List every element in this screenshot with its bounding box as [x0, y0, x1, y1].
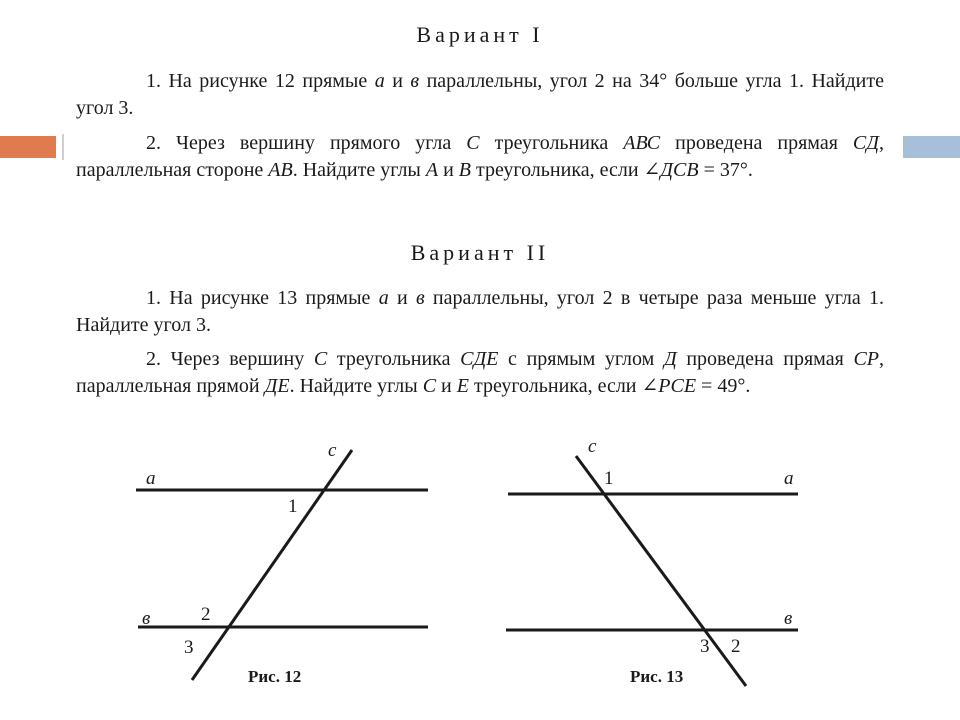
math-symbol: В [458, 159, 471, 181]
fig12-label-b: в [142, 608, 151, 629]
fig13-angle-2: 2 [731, 636, 741, 657]
problem-text: , параллельная прямой [76, 348, 884, 397]
math-symbol: а [378, 287, 389, 309]
math-symbol: АВ [268, 159, 293, 181]
fig12-angle-3: 3 [184, 637, 194, 658]
fig13-label-b: в [784, 608, 793, 629]
problem-text: проведена прямая [676, 348, 854, 370]
math-symbol: СДЕ [460, 348, 499, 370]
fig13-line-c [576, 456, 746, 686]
math-symbol: в [415, 287, 425, 309]
problem-text: = 49°. [696, 375, 751, 397]
fig13-label-c: с [588, 436, 597, 457]
figures-area [0, 430, 960, 720]
math-symbol: ∠ДСВ [643, 159, 699, 181]
variant-1-heading: Вариант I [416, 22, 544, 47]
math-symbol: Д [663, 348, 677, 370]
problem-text: , параллельная стороне [76, 132, 884, 181]
variant-2-problem-2 [76, 346, 884, 400]
problem-text: и [388, 287, 416, 309]
variant-2-problem-1 [76, 285, 884, 339]
fig12-label-c: с [328, 440, 337, 461]
divider-tick [62, 134, 64, 160]
problem-text: 2. Через вершину прямого угла [146, 132, 467, 154]
fig12-angle-1: 1 [288, 496, 298, 517]
problem-text: треугольника, если [468, 375, 642, 397]
fig13-angle-1: 1 [604, 468, 614, 489]
math-symbol: в [410, 70, 420, 92]
figure-13 [506, 456, 798, 686]
problem-text: треугольника [479, 132, 624, 154]
problem-text: параллельны, угол 2 на 34° больше угла 1. Найдите угол 3. [76, 70, 885, 119]
math-symbol: С [313, 348, 328, 370]
problem-text: = 37°. [698, 159, 753, 181]
problem-text: с прямым углом [498, 348, 664, 370]
problem-text: треугольника [327, 348, 461, 370]
problem-text: и [436, 375, 457, 397]
math-symbol: ∠РСЕ [641, 375, 697, 397]
math-symbol: С [466, 132, 480, 154]
fig13-label-a: а [784, 468, 794, 489]
math-symbol: а [374, 70, 385, 92]
math-symbol: ДЕ [264, 375, 290, 397]
problem-text: 1. На рисунке 12 прямые [146, 70, 375, 92]
problem-text: параллельны, угол 2 в четыре раза меньше угла 1. Найдите угол 3. [76, 287, 885, 336]
fig12-angle-2: 2 [201, 604, 211, 625]
problem-text: . Найдите углы [292, 159, 426, 181]
variant-1-problem-1 [76, 68, 884, 122]
fig13-angle-3: 3 [700, 636, 710, 657]
fig12-label-a: а [146, 468, 156, 489]
problem-text: проведена прямая [660, 132, 853, 154]
problem-text: 2. Через вершину [146, 348, 314, 370]
problem-text: и [438, 159, 459, 181]
math-symbol: СД [852, 132, 879, 154]
fig13-caption: Рис. 13 [630, 667, 684, 686]
problem-text: 1. На рисунке 13 прямые [146, 287, 379, 309]
math-symbol: АВС [623, 132, 661, 154]
fig12-caption: Рис. 12 [248, 667, 302, 686]
math-symbol: С [422, 375, 437, 397]
accent-bar-right [903, 136, 960, 158]
figure-12 [136, 450, 428, 680]
math-symbol: Е [456, 375, 469, 397]
variant-2-heading: Вариант II [410, 240, 550, 265]
problem-text: и [384, 70, 411, 92]
math-symbol: СР [853, 348, 879, 370]
variant-1-problem-2 [76, 130, 884, 184]
problem-text: треугольника, если [471, 159, 644, 181]
accent-bar-left [0, 136, 56, 158]
problem-text: . Найдите углы [289, 375, 423, 397]
math-symbol: А [425, 159, 439, 181]
fig12-line-c [192, 450, 352, 680]
